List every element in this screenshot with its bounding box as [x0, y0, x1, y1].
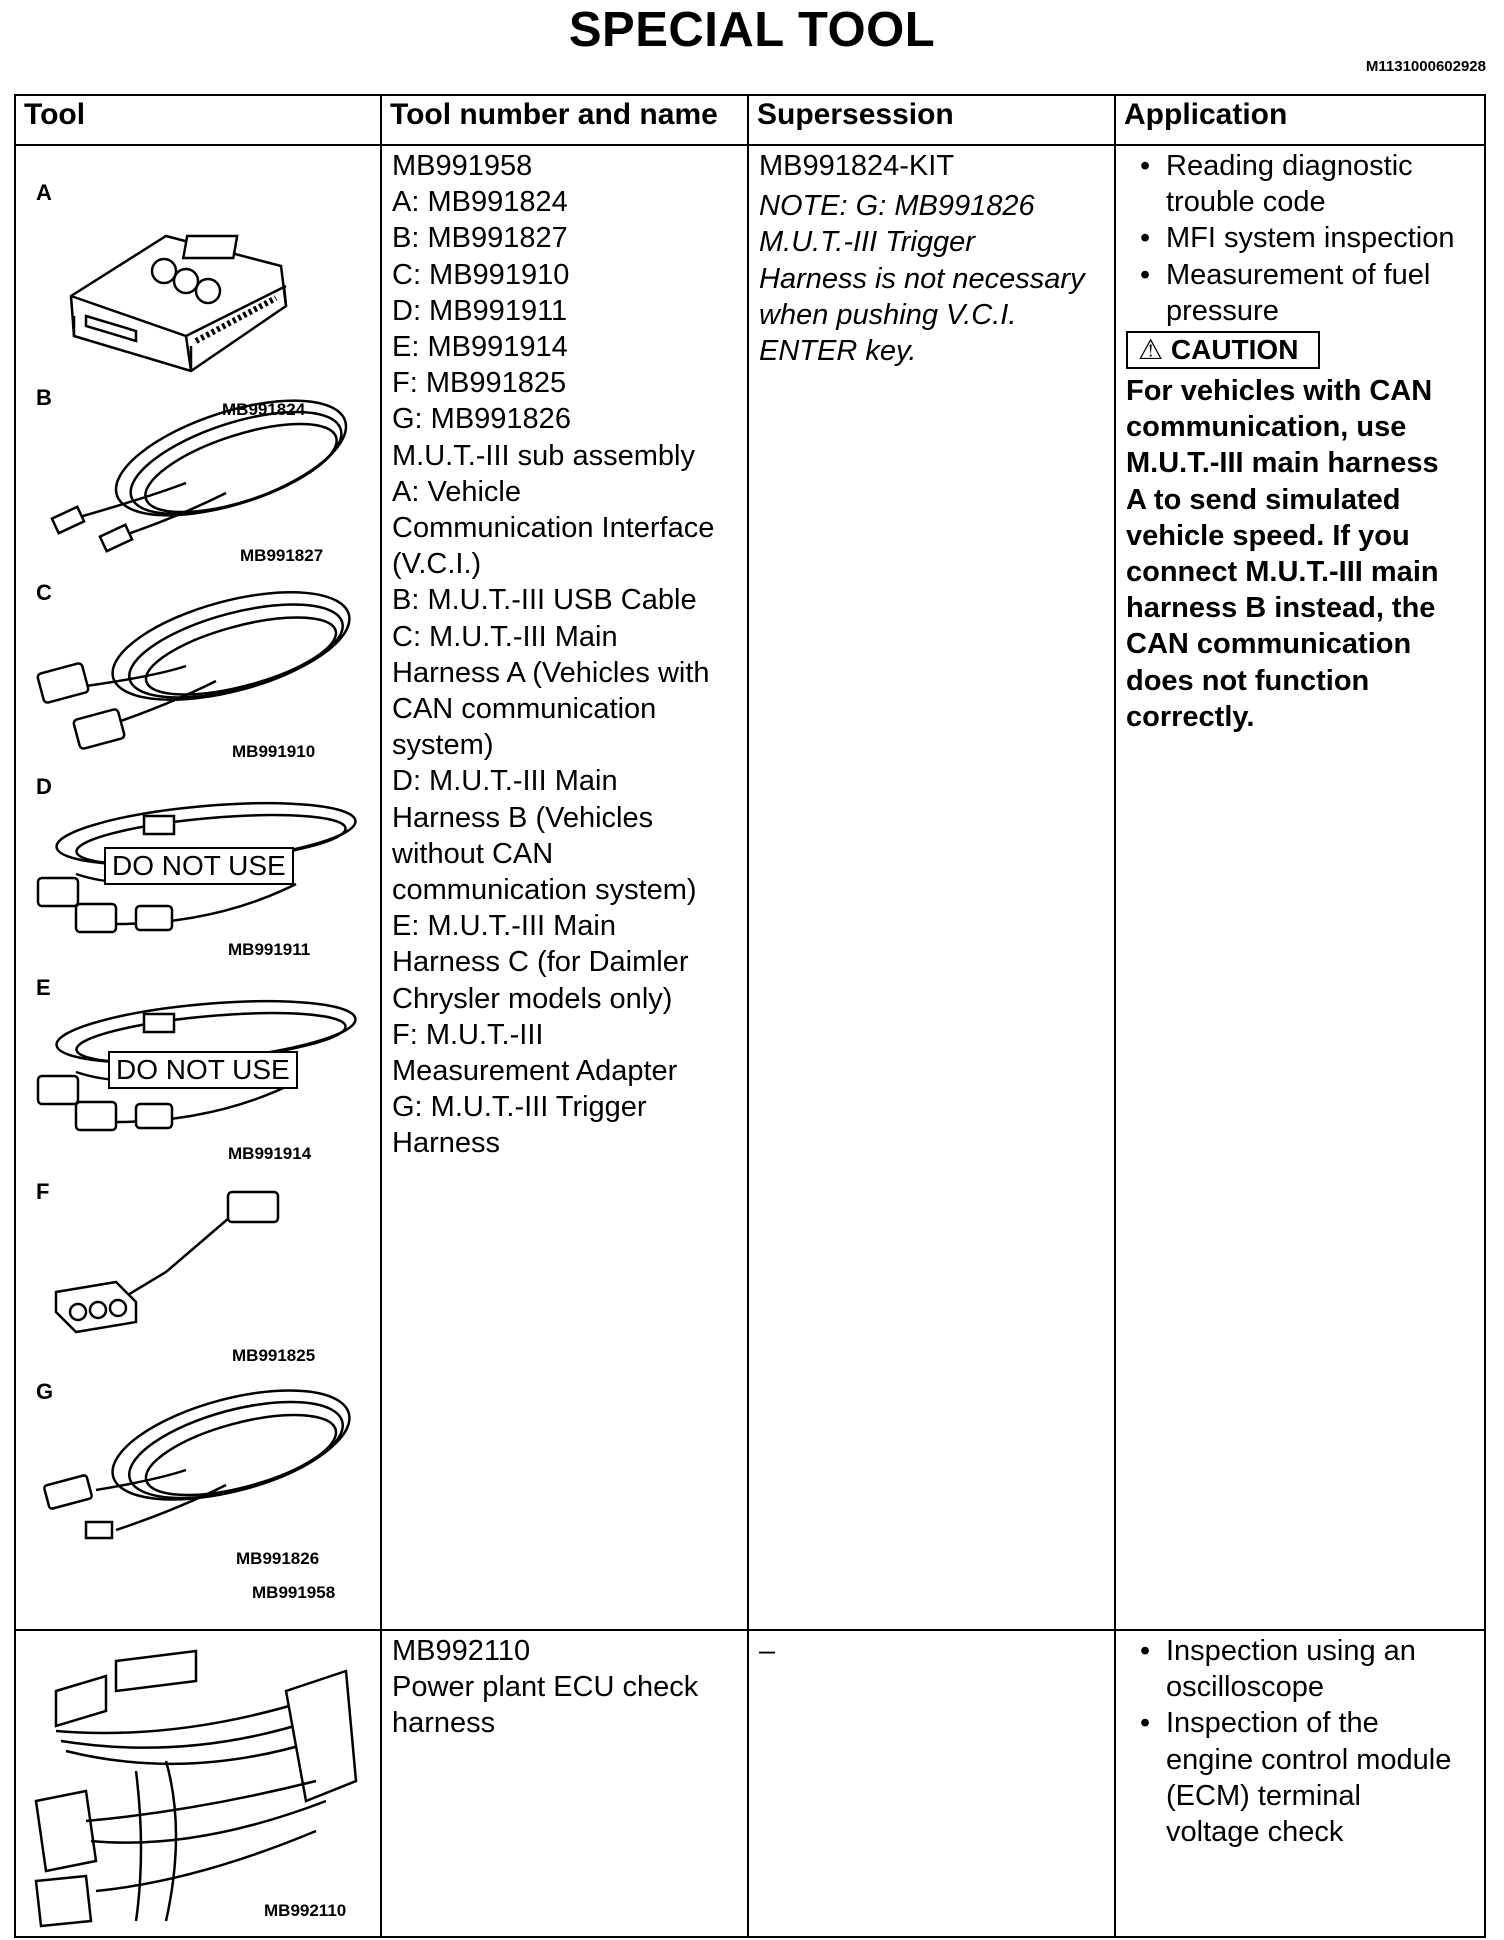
table-row: [15, 145, 1485, 1630]
list-item: [1126, 1705, 1474, 1850]
tool-letter-f: F: [36, 1179, 50, 1204]
list-item: [1126, 257, 1474, 329]
vci-device-icon: [16, 186, 382, 386]
text-line: MB992110: [392, 1635, 531, 1667]
text-line: Chrysler models only): [392, 982, 673, 1015]
column-header-application: Application: [1115, 95, 1485, 145]
text-line: CAN communication: [392, 693, 657, 726]
text-line: A: MB991824: [392, 186, 568, 219]
text-line: D: MB991911: [392, 294, 568, 327]
page-title: SPECIAL TOOL: [568, 3, 936, 57]
text-line: B: M.U.T.-III USB Cable: [392, 584, 697, 617]
part-number-label: MB991826: [236, 1549, 320, 1568]
table-row: [15, 1630, 1485, 1937]
text-line: CAN communication: [1126, 628, 1412, 661]
text-line: E: MB991914: [392, 331, 568, 364]
do-not-use-stamp: DO NOT USE: [104, 847, 294, 885]
text-line: For vehicles with CAN: [1126, 375, 1433, 408]
text-line: • Reading diagnostic: [1166, 150, 1413, 182]
text-line: D: M.U.T.-III Main: [392, 765, 618, 798]
tool-name-list: [382, 146, 747, 1162]
supersession-value: –: [759, 1635, 776, 1667]
list-item: [1126, 1633, 1474, 1705]
text-line: without CAN: [392, 837, 554, 870]
text-line: F: M.U.T.-III: [392, 1018, 544, 1051]
column-header-tool-number-name: Tool number and name: [381, 95, 748, 145]
list-item: [1126, 148, 1474, 220]
do-not-use-stamp: DO NOT USE: [108, 1051, 298, 1089]
text-line: C: M.U.T.-III Main: [392, 620, 618, 653]
text-line: (V.C.I.): [392, 548, 482, 581]
text-line: pressure: [1166, 294, 1279, 327]
part-number-label: MB991910: [232, 742, 316, 761]
text-line: G: M.U.T.-III Trigger: [392, 1091, 647, 1124]
ecu-check-harness-icon: [16, 1631, 382, 1931]
text-line: harness: [392, 1707, 496, 1740]
text-line: G: MB991826: [392, 403, 571, 436]
part-number-label: MB991911: [228, 940, 311, 959]
supersession-value: MB991824-KIT: [759, 150, 955, 182]
text-line: engine control module: [1166, 1743, 1452, 1776]
text-line: M.U.T.-III sub assembly: [392, 439, 695, 472]
text-line: communication system): [392, 874, 697, 907]
main-harness-a-icon: [16, 586, 382, 756]
text-line: M.U.T.-III Trigger: [759, 226, 975, 259]
supersession-cell: [748, 1630, 1115, 1937]
text-line: F: MB991825: [392, 367, 567, 400]
table-header-row: [15, 95, 1485, 145]
text-line: Communication Interface: [392, 512, 715, 545]
part-number-label: MB991825: [232, 1346, 316, 1365]
list-item: [1126, 220, 1474, 256]
text-line: Harness A (Vehicles with: [392, 656, 710, 689]
tool-letter-g: G: [36, 1379, 54, 1404]
caution-text: [1126, 373, 1474, 735]
text-line: system): [392, 729, 494, 762]
application-list: [1126, 148, 1474, 329]
text-line: B: MB991827: [392, 222, 568, 255]
text-line: M.U.T.-III main harness: [1126, 447, 1439, 480]
application-cell: [1115, 1630, 1485, 1937]
text-line: Harness C (for Daimler: [392, 946, 689, 979]
supersession-note: [759, 188, 1104, 369]
tool-letter-c: C: [36, 580, 52, 605]
text-line: Measurement Adapter: [392, 1055, 678, 1088]
tool-image-cell: [15, 1630, 381, 1937]
tool-letter-a: A: [36, 180, 52, 205]
tool-number-name-cell: [381, 1630, 748, 1937]
text-line: MB991958: [392, 150, 533, 182]
application-cell: [1115, 145, 1485, 1630]
text-line: A: Vehicle: [392, 475, 521, 508]
tool-name-list: [382, 1631, 747, 1742]
measurement-adapter-icon: [16, 1182, 382, 1352]
text-line: trouble code: [1166, 186, 1326, 219]
part-number-label: MB991827: [240, 546, 324, 565]
document-id: M1131000602928: [1365, 58, 1486, 75]
text-line: when pushing V.C.I.: [759, 298, 1017, 331]
text-line: Harness B (Vehicles: [392, 801, 654, 834]
part-number-label: MB991824: [222, 400, 306, 419]
text-line: voltage check: [1166, 1816, 1344, 1849]
text-line: ENTER key.: [759, 335, 917, 368]
column-header-supersession: Supersession: [748, 95, 1115, 145]
text-line: A to send simulated: [1126, 483, 1401, 516]
text-line: (ECM) terminal: [1166, 1779, 1361, 1812]
tool-number-name-cell: [381, 145, 748, 1630]
special-tool-table: [14, 94, 1486, 1938]
text-line: Harness is not necessary: [759, 262, 1085, 295]
caution-label: CAUTION: [1170, 334, 1299, 366]
text-line: correctly.: [1126, 700, 1255, 733]
text-line: • Inspection using an: [1166, 1635, 1416, 1667]
tool-image-cell: [15, 145, 381, 1630]
text-line: communication, use: [1126, 411, 1407, 444]
text-line: Power plant ECU check: [392, 1671, 699, 1704]
text-line: NOTE: G: MB991826: [759, 190, 1035, 223]
text-line: vehicle speed. If you: [1126, 519, 1410, 552]
text-line: • Inspection of the: [1166, 1707, 1379, 1740]
part-number-label: MB991914: [228, 1144, 312, 1163]
text-line: E: M.U.T.-III Main: [392, 910, 616, 943]
text-line: harness B instead, the: [1126, 592, 1436, 625]
column-header-tool: Tool: [15, 95, 381, 145]
caution-box: [1126, 331, 1320, 369]
tool-letter-d: D: [36, 774, 52, 799]
part-number-label: MB992110: [264, 1901, 347, 1920]
text-line: C: MB991910: [392, 258, 570, 291]
text-line: connect M.U.T.-III main: [1126, 556, 1439, 589]
application-list: [1126, 1633, 1474, 1850]
tool-letter-e: E: [36, 975, 51, 1000]
text-line: • Measurement of fuel: [1166, 258, 1431, 291]
text-line: Harness: [392, 1127, 500, 1160]
tool-letter-b: B: [36, 385, 52, 410]
text-line: does not function: [1126, 664, 1370, 697]
warning-triangle-icon: ⚠: [1138, 334, 1164, 366]
usb-cable-icon: [16, 388, 382, 558]
trigger-harness-icon: [16, 1380, 382, 1550]
supersession-cell: [748, 145, 1115, 1630]
kit-part-number-label: MB991958: [252, 1583, 336, 1602]
text-line: oscilloscope: [1166, 1671, 1324, 1704]
text-line: • MFI system inspection: [1166, 222, 1455, 255]
